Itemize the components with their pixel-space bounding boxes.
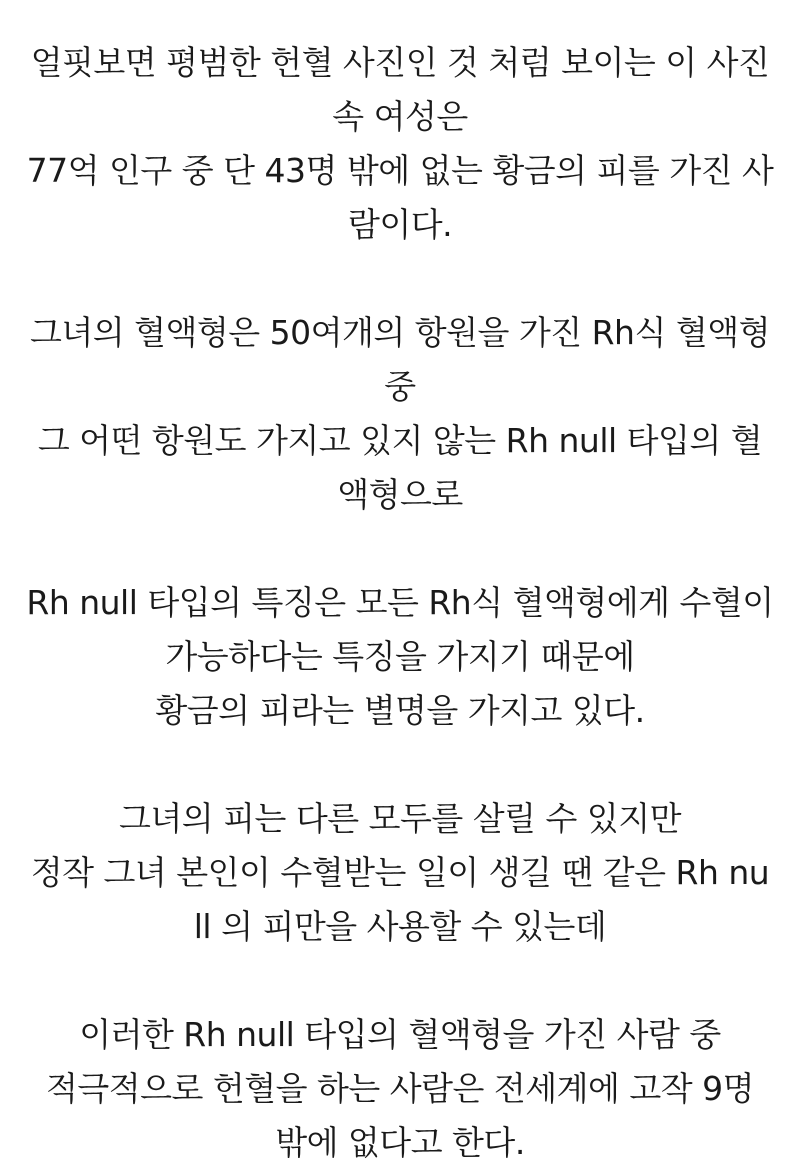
text-line: 액형으로 <box>337 475 463 514</box>
paragraph-2 <box>20 306 780 522</box>
paragraph-4 <box>20 792 780 954</box>
text-line: 그 어떤 항원도 가지고 있지 않는 Rh null 타입의 혈 <box>37 421 763 460</box>
text-line: 람이다. <box>347 205 453 244</box>
text-line: 그녀의 혈액형은 50여개의 항원을 가진 Rh식 혈액형 <box>30 313 770 352</box>
text-line: 얼핏보면 평범한 헌혈 사진인 것 처럼 보이는 이 사진 <box>30 43 770 82</box>
text-line: 77억 인구 중 단 43명 밖에 없는 황금의 피를 가진 사 <box>26 151 774 190</box>
text-line: 중 <box>384 367 416 406</box>
text-line: 속 여성은 <box>332 97 468 136</box>
text-line: 그녀의 피는 다른 모두를 살릴 수 있지만 <box>119 799 681 838</box>
text-line: 가능하다는 특징을 가지기 때문에 <box>165 637 635 676</box>
text-line: 밖에 없다고 한다. <box>275 1123 525 1162</box>
paragraph-gap <box>20 522 780 576</box>
paragraph-5 <box>20 1008 780 1170</box>
text-line: Rh null 타입의 특징은 모든 Rh식 혈액형에게 수혈이 <box>26 583 774 622</box>
paragraph-3 <box>20 576 780 738</box>
text-line: 황금의 피라는 별명을 가지고 있다. <box>155 691 645 730</box>
text-line: 이러한 Rh null 타입의 혈액형을 가진 사람 중 <box>79 1015 721 1054</box>
text-line: 정작 그녀 본인이 수혈받는 일이 생길 땐 같은 Rh nu <box>30 853 770 892</box>
text-line: ll 의 피만을 사용할 수 있는데 <box>193 907 607 946</box>
paragraph-1 <box>20 36 780 252</box>
text-line: 적극적으로 헌혈을 하는 사람은 전세계에 고작 9명 <box>46 1069 754 1108</box>
paragraph-gap <box>20 954 780 1008</box>
paragraph-gap <box>20 252 780 306</box>
paragraph-gap <box>20 738 780 792</box>
